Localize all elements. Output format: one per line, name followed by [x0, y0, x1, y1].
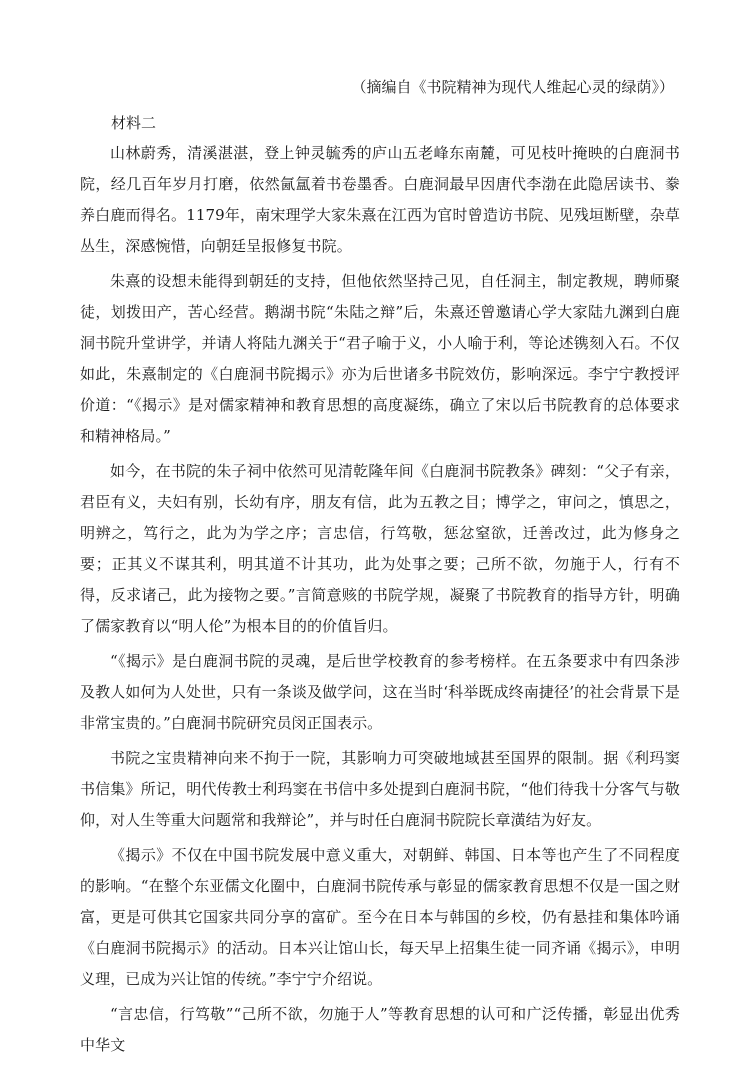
source-citation: （摘编自《书院精神为现代人维起心灵的绿荫》） [351, 78, 674, 96]
paragraph-2: 朱熹的设想未能得到朝廷的支持，但他依然坚持己见，自任洞主，制定教规，聘师聚徒，划拨田产，苦心经营。鹅湖书院“朱陆之辩”后，朱熹还曾邀请心学大家陆九渊到白鹿洞书院升堂讲学，并请人将陆九渊关于“君子喻于义，小人喻于利，等论述镌刻入石。不仅如此，朱熹制定的《白鹿洞书院揭示》亦为后世诸多书院效仿，影响深远。李宁宁教授评价道：“《揭示》是对儒家精神和教育思想的高度凝练，确立了宋以后书院教育的总体要求和精神格局。” [80, 272, 680, 445]
paragraph-4: “《揭示》是白鹿洞书院的灵魂，是后世学校教育的参考榜样。在五条要求中有四条涉及教人如何为人处世，只有一条谈及做学问，这在当时‘科举既成终南捷径’的社会背景下是非常宝贵的。”白鹿洞书院研究员闵正国表示。 [80, 652, 680, 732]
paragraph-1: 山林蔚秀，清溪湛湛，登上钟灵毓秀的庐山五老峰东南麓，可见枝叶掩映的白鹿洞书院，经几百年岁月打磨，依然氤氲着书卷墨香。白鹿洞最早因唐代李渤在此隐居读书、豢养白鹿而得名。1179年，南宋理学大家朱熹在江西为官时曾造访书院、见残垣断壁，杂草丛生，深感惋惜，向朝廷呈报修复书院。 [80, 144, 680, 255]
paragraph-5: 书院之宝贵精神向来不拘于一院，其影响力可突破地域甚至国界的限制。据《利玛窦书信集》所记，明代传教士利玛窦在书信中多处提到白鹿洞书院，“他们待我十分客气与敬仰，对人生等重大问题常和我辩论”，并与时任白鹿洞书院院长章潢结为好友。 [80, 749, 680, 829]
paragraph-7: “言忠信，行笃敬”“己所不欲，勿施于人”等教育思想的认可和广泛传播，彰显出优秀中华文 [80, 1005, 680, 1054]
article-body [80, 138, 680, 1065]
paragraph-3: 如今，在书院的朱子祠中依然可见清乾隆年间《白鹿洞书院教条》碑刻：“父子有亲，君臣有义，夫妇有别，长幼有序，朋友有信，此为五教之目；博学之，审问之，慎思之，明辨之，笃行之，此为为学之序；言忠信，行笃敬，惩忿窒欲，迁善改过，此为修身之要；正其义不谋其利，明其道不计其功，此为处事之要；己所不欲，勿施于人，行有不得，反求诸己，此为接物之要。”言简意赅的书院学规，凝聚了书院教育的指导方针，明确了儒家教育以“明人伦”为根本目的的价值旨归。 [80, 462, 680, 635]
section-heading: 材料二 [111, 114, 157, 132]
paragraph-6: 《揭示》不仅在中国书院发展中意义重大，对朝鲜、韩国、日本等也产生了不同程度的影响。“在整个东亚儒文化圈中，白鹿洞书院传承与彰显的儒家教育思想不仅是一国之财富，更是可供其它国家共同分享的富矿。至今在日本与韩国的乡校，仍有悬挂和集体吟诵《白鹿洞书院揭示》的活动。日本兴让馆山长，每天早上招集生徒一同齐诵《揭示》，申明义理，已成为兴让馆的传统。”李宁宁介绍说。 [80, 846, 680, 988]
